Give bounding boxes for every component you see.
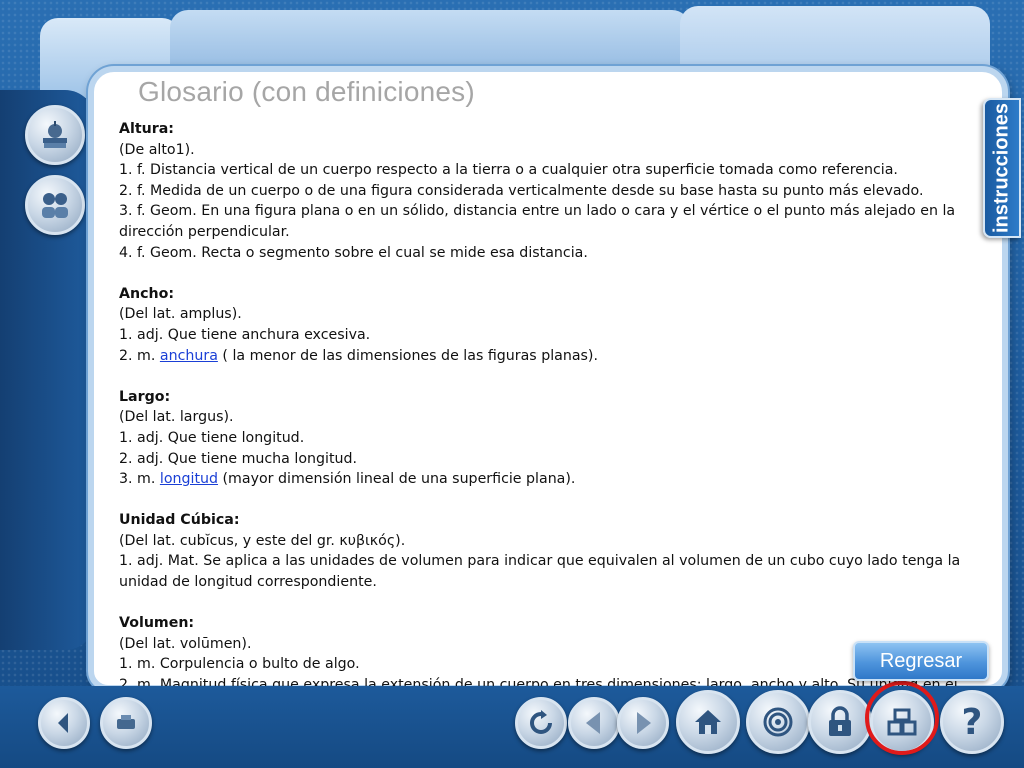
students-icon-graphic <box>37 188 73 222</box>
students-icon[interactable] <box>25 175 85 235</box>
definition-suffix: ( la menor de las dimensiones de las figuras planas). <box>217 347 598 364</box>
tools-icon-graphic <box>112 709 140 737</box>
definition-line: 1. adj. Que tiene anchura excesiva. <box>119 326 371 343</box>
definition-line: 2. f. Medida de un cuerpo o de una figura considerada verticalmente desde su base hasta su punto más elevado. <box>119 182 924 199</box>
lock-icon-graphic <box>825 705 855 739</box>
definition-line: 1. f. Distancia vertical de un cuerpo respecto a la tierra o a cualquier otra superficie tomada como referencia. <box>119 162 898 179</box>
apple-books-icon-graphic <box>38 118 72 152</box>
instrucciones-label: instrucciones <box>990 102 1013 234</box>
definition-line: (De alto1). <box>119 141 195 158</box>
help-icon[interactable] <box>940 690 1004 754</box>
back-icon[interactable] <box>38 697 90 749</box>
reload-icon[interactable] <box>515 697 567 749</box>
definition-line: (Del lat. largus). <box>119 409 234 426</box>
regresar-button[interactable]: Regresar <box>853 641 989 681</box>
definition-line: 4. f. Geom. Recta o segmento sobre el cual se mide esa distancia. <box>119 244 588 261</box>
term-unidad-cubica: Unidad Cúbica: <box>119 512 240 529</box>
definition-line <box>119 346 989 367</box>
prev-arrow-icon[interactable] <box>568 697 620 749</box>
home-icon-graphic <box>691 706 725 738</box>
reload-icon-graphic <box>527 709 555 737</box>
highlight-ring <box>865 681 939 755</box>
term-volumen: Volumen: <box>119 615 195 632</box>
target-icon-graphic <box>761 705 795 739</box>
definition-suffix: (mayor dimensión lineal de una superficie plana). <box>218 471 576 488</box>
spacer <box>119 366 989 387</box>
page-title: Glosario (con definiciones) <box>138 76 475 107</box>
apple-books-icon[interactable] <box>25 105 85 165</box>
spacer <box>119 490 989 511</box>
definition-line: 1. m. Corpulencia o bulto de algo. <box>119 656 360 673</box>
term-largo: Largo: <box>119 388 171 405</box>
next-arrow-icon[interactable] <box>617 697 669 749</box>
link-anchura[interactable]: anchura <box>159 347 218 364</box>
prev-arrow-icon-graphic <box>580 709 608 737</box>
lock-icon[interactable] <box>808 690 872 754</box>
definition-line: (Del lat. cubĭcus, y este del gr. κυβικός). <box>119 532 406 549</box>
back-icon-graphic <box>50 709 78 737</box>
definition-prefix: 3. m. <box>119 471 160 488</box>
definition-line: 3. f. Geom. En una figura plana o en un sólido, distancia entre un lado o cara y el vértice o el punto más alejado en la dirección perpendicular. <box>119 203 956 240</box>
definition-line <box>119 469 989 490</box>
home-icon[interactable] <box>676 690 740 754</box>
term-ancho: Ancho: <box>119 285 175 302</box>
left-rail <box>0 90 95 650</box>
spacer <box>119 263 989 284</box>
target-icon[interactable] <box>746 690 810 754</box>
definition-line: 1. adj. Mat. Se aplica a las unidades de volumen para indicar que equivalen al volumen de un cubo cuyo lado tenga la unidad de longitud correspondiente. <box>119 553 961 591</box>
definition-line: (Del lat. volūmen). <box>119 635 252 652</box>
tools-icon[interactable] <box>100 697 152 749</box>
spacer <box>119 593 989 614</box>
instrucciones-tab[interactable] <box>983 98 1021 238</box>
definition-line: 2. adj. Que tiene mucha longitud. <box>119 450 358 467</box>
definition-prefix: 2. m. <box>119 347 160 364</box>
next-arrow-icon-graphic <box>629 709 657 737</box>
question-mark-glyph: ? <box>961 701 983 743</box>
term-altura: Altura: <box>119 121 174 137</box>
link-longitud[interactable]: longitud <box>159 471 219 488</box>
definition-line: (Del lat. amplus). <box>119 306 242 323</box>
definition-line: 1. adj. Que tiene longitud. <box>119 429 305 446</box>
